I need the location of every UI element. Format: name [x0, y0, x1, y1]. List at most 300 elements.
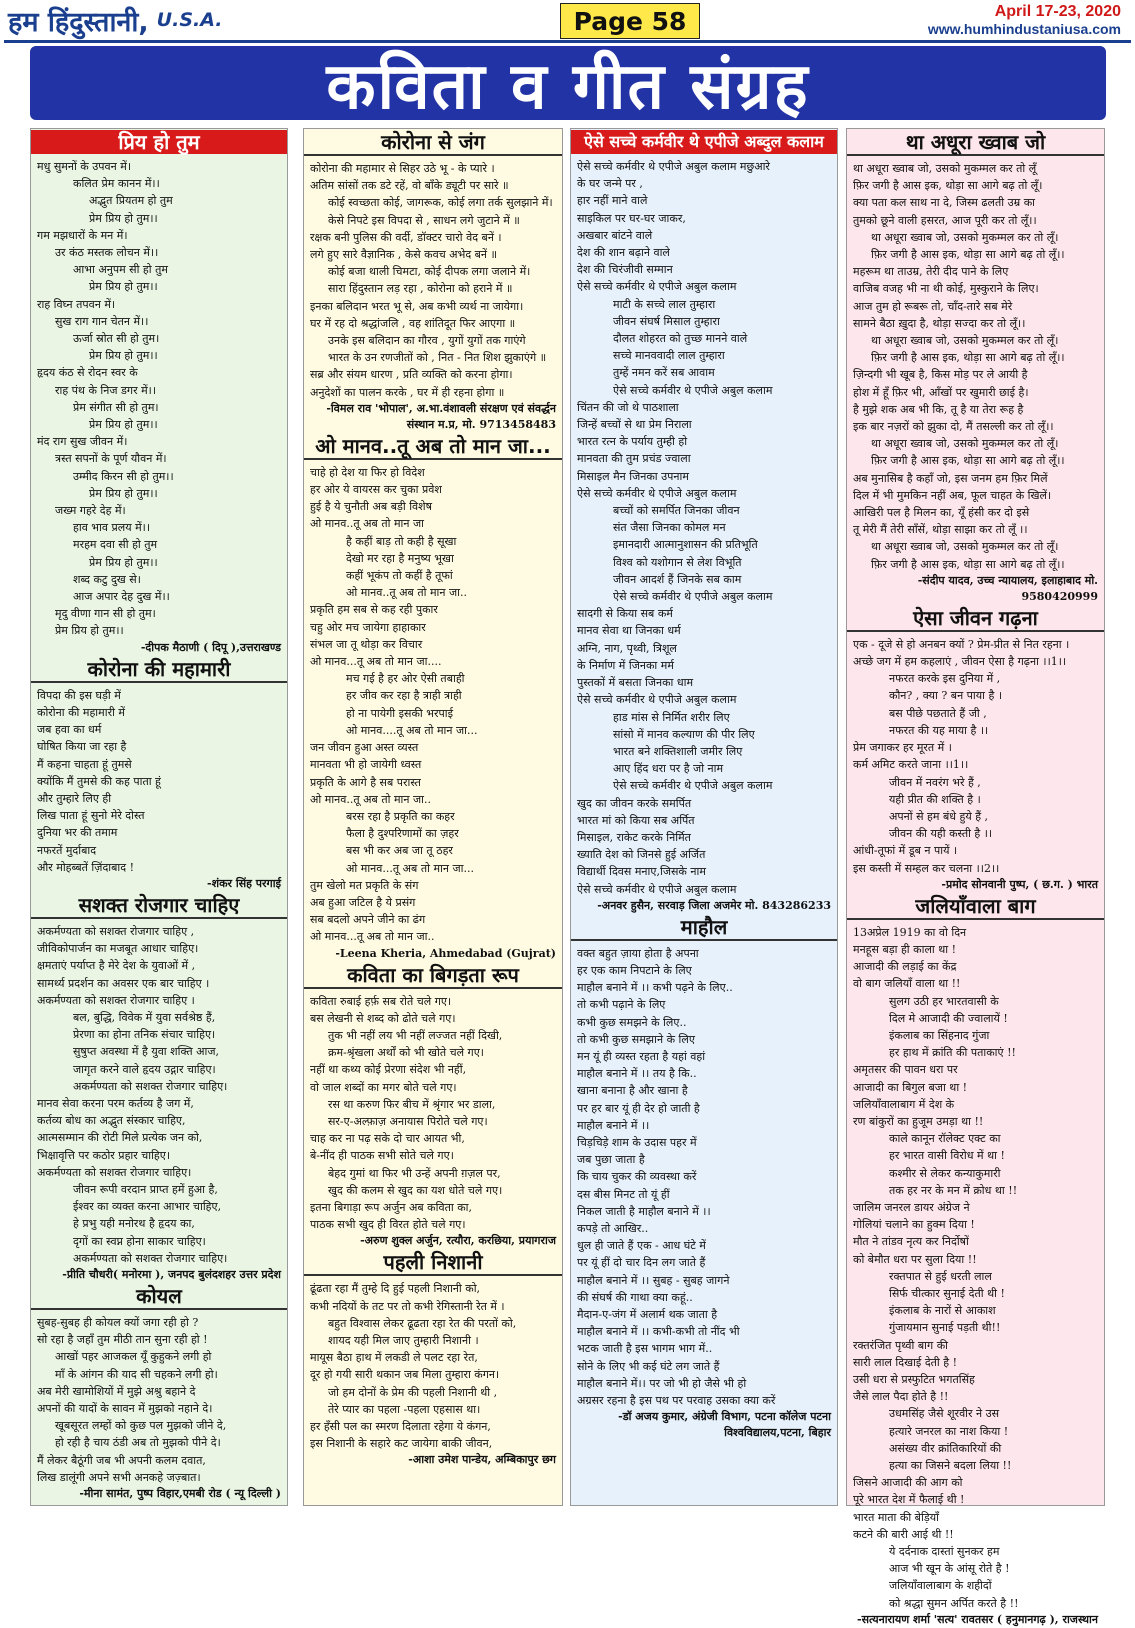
poem-line: निकल जाती है माहौल बनाने में ।। — [577, 1204, 711, 1218]
poem-line: जिसने आजादी की आग को — [853, 1476, 963, 1490]
poem-author: -मीना सामंत, पुष्प विहार,एमबी रोड ( न्यू दिल्ली ) — [79, 1487, 281, 1501]
poem-line: मिसाइल, राकेट करके निर्मित — [577, 830, 691, 844]
poem-line: पुस्तकों में बसता जिनका धाम — [577, 676, 694, 690]
poem-line: इनका बलिदान भरत भू से, अब कभी व्यर्थ ना जायेगा। — [310, 299, 524, 313]
poem-line: विपदा की इस घड़ी में — [37, 688, 121, 702]
page-number: Page 58 — [560, 3, 700, 39]
poem-line: के निर्माण में जिनका मर्म — [577, 658, 674, 672]
poem-line: बस पीछे पछताते हैं जी , — [889, 706, 987, 720]
poem-line: चाहे हो देश या फिर हो विदेश — [310, 465, 425, 479]
masthead-usa: U.S.A. — [156, 9, 223, 31]
poem-line: बल, बुद्धि, विवेक में युवा सर्वश्रेष्ठ हैं, — [73, 1010, 216, 1024]
poem-line: मन यूं ही व्यस्त रहता है यहां वहां — [577, 1049, 706, 1063]
poem-line: उधमसिंह जैसे शूरवीर ने उस — [889, 1407, 1000, 1421]
poem-line: के घर जन्मे पर , — [577, 177, 643, 191]
poem-line: दुनिया भर की तमाम — [37, 826, 118, 840]
poem-line: अपनों से हम बंधे हुये हैं , — [889, 809, 989, 823]
issue-date: April 17-23, 2020 — [994, 3, 1121, 20]
poem-line: पूरे भारत देश में फैलाई थी ! — [853, 1493, 965, 1507]
poem-line: खाना बनाना है और खाना है — [577, 1084, 688, 1098]
poem-line: माहौल बनाने में।। पर जो भी हो जैसे भी हो — [577, 1376, 747, 1390]
poem-line: कौन? , क्या ? बन पाया है । — [889, 689, 1003, 703]
poem-line: लिख डालूंगी अपने सभी अनकहे जज़्बात। — [37, 1470, 201, 1484]
poem-author: -आशा उमेश पान्डेय, अम्बिकापुर छग — [408, 1453, 556, 1467]
poem-title: कोयल — [31, 1284, 287, 1310]
poem-line: हार नहीं माने वाले — [577, 194, 648, 208]
masthead-title: हम हिंदुस्तानी, — [8, 6, 149, 38]
poem-line: खुद का जीवन करके समर्पित — [577, 796, 692, 810]
poem-line: सुख राग गान चेतन में।। — [55, 314, 149, 328]
poem-line: फ़िर जगी है आस इक, थोड़ा सा आगे बढ़ तो लूँ। — [853, 179, 1043, 193]
poem-line: आखिरी पल है मिलन का, यूँ हंसी कर दो इसे — [853, 506, 1030, 520]
poem-line: दिल में भी मुमकिन नहीं अब, फूल चाहत के खिलें। — [853, 488, 1052, 502]
poem-line: अमृतसर की पावन धरा पर — [853, 1063, 958, 1077]
poem-line: सब बदलो अपने जीने का ढंग — [310, 913, 426, 927]
poem-line: मैं कहना चाहता हूं तुमसे — [37, 757, 132, 771]
poem-author: -शंकर सिंह परगाई — [207, 876, 281, 890]
poem-line: घर में रह दो श्रद्धांजलि , वह शांतिदूत फिर आएगा ॥ — [310, 316, 516, 330]
poem-line: था अधूरा ख्वाब जो, उसको मुकम्मल कर तो लूँ — [853, 162, 1037, 175]
poem-line: फ़िर जगी है आस इक, थोड़ा सा आगे बढ़ तो लूँ।। — [871, 248, 1065, 262]
poem-body — [31, 687, 287, 892]
poem-line: हर हाथ में क्रांति की पताकाएं !! — [889, 1046, 1016, 1060]
poem-line: भारत रत्न के पर्याय तुम्ही हो — [577, 435, 688, 449]
poem-line: जीवन रूपी वरदान प्राप्त हमें हुआ है, — [73, 1182, 218, 1196]
poem-line: क्योंकि मैं तुमसे की कह पाता हूं — [37, 774, 161, 788]
poem-line: जीवन में नवरंग भरे हैं , — [889, 775, 981, 789]
website-link[interactable]: www.humhindustaniusa.com — [927, 21, 1121, 37]
poem-line: था अधूरा ख्वाब जो, उसको मुकम्मल कर तो लूँ। — [871, 437, 1059, 451]
poem-line: राह पंथ के निज डगर में।। — [55, 383, 157, 397]
poem-line: ख्याति देश को जिनसे हुई अर्जित — [577, 848, 706, 862]
poem-line: ढूंढता रहा मैं तुम्हे दि हुई पहली निशानी को, — [310, 1282, 481, 1296]
poem-line: अकर्मण्यता को सशक्त रोजगार चाहिए। — [73, 1251, 228, 1265]
poem-line: असंख्य वीर क्रांतिकारियों की — [889, 1441, 1002, 1455]
poem-line: मानवता की तुम प्रचंड ज्वाला — [577, 452, 691, 466]
poem-title: था अधूरा ख्वाब जो — [847, 130, 1104, 156]
poem-line: ओ मानव..तू अब तो मान जा.. — [346, 586, 467, 600]
poem-author: -विमल राव 'भोपाल', अ.भा.वंशावली संरक्षण एवं संवर्द्धन संस्थान म.प्र, मो. 9713458483 — [326, 401, 556, 431]
poem-line: जब हवा का धर्म — [37, 723, 102, 737]
poem-body — [304, 1280, 562, 1468]
poem-line: सुबह-सुबह ही कोयल क्यों जगा रही हो ? — [37, 1315, 199, 1329]
poem-title: ऐसा जीवन गढ़ना — [847, 606, 1104, 632]
column-4 — [846, 128, 1105, 1626]
poem-line: प्रेम संगीत सी हो तुम। — [73, 400, 159, 414]
poem-line: उसी धरा से प्रस्फुटित भगतसिंह — [853, 1373, 975, 1386]
poem-line: सिर्फ चीत्कार सुनाई देती थी ! — [889, 1286, 1005, 1300]
poem-line: ओ मानव...तू अब तो मान जा... — [346, 861, 474, 875]
poem-title: पहली निशानी — [304, 1250, 562, 1276]
poem-line: काले कानून रॉलेक्ट एक्ट का — [889, 1132, 1001, 1146]
poem-line: हुई है ये चुनौती अब बड़ी विशेष — [310, 500, 433, 514]
poem-line: नफरत की यह माया है ।। — [889, 723, 989, 737]
poem-line: सादगी से किया सब कर्म — [577, 607, 673, 621]
poem-line: जो हम दोनों के प्रेम की पहली निशानी थी , — [328, 1385, 498, 1399]
poem-line: जब पुछा जाता है — [577, 1153, 645, 1167]
poem-line: बस लेखनी से शब्द को ढोते चले गए। — [310, 1011, 456, 1025]
poem-line: विद्यार्थी दिवस मनाए,जिसके नाम — [577, 865, 706, 879]
poem-line: 13अप्रेल 1919 का वो दिन — [853, 925, 967, 939]
poem-line: प्रकृति हम सब से कह रही पुकार — [310, 603, 438, 617]
poem-line: अकर्मण्यता को सशक्त रोजगार चाहिए । — [37, 993, 195, 1007]
poem-author: -अरुण शुक्ल अर्जुन, रत्यौरा, करछिया, प्रयागराज — [360, 1234, 556, 1248]
poem-line: भारत के उन रणजीतों को , नित - नित शिश झुकाएंगे ॥ — [328, 351, 547, 365]
poem-line: इमानदारी आत्मानुशासन की प्रतिभूति — [613, 538, 758, 552]
poem-line: माटी के सच्चे लाल तुम्हारा — [613, 297, 716, 311]
poem-line: फ़िर जगी है आस इक, थोड़ा सा आगे बढ़ तो लूँ।। — [871, 557, 1065, 571]
poem-line: फ़िर जगी है आस इक, थोड़ा सा आगे बढ़ तो लूँ।। — [871, 351, 1065, 365]
poem-line: था अधूरा ख्वाब जो, उसको मुकम्मल कर तो लूँ। — [871, 540, 1059, 554]
poem-line: राह विघ्न तपवन में। — [37, 297, 116, 311]
poem-line: भारत मां को किया सब अर्पित — [577, 813, 695, 827]
poem-line: मानव सेवा करना परम कर्तव्य है जग में, — [37, 1096, 194, 1110]
poem-line: कभी नदियों के तट पर तो कभी रेगिस्तानी रेत में । — [310, 1299, 505, 1313]
poem-title: कविता का बिगड़ता रूप — [304, 963, 562, 989]
poem-line: अपनों की यादों के सावन में मुझको नहाने दे। — [37, 1402, 213, 1415]
poem-line: चहु ओर मच जायेगा हाहाकार — [310, 620, 426, 634]
poem-line: ऐसे सच्चे कर्मवीर थे एपीजे अबुल कलाम — [577, 280, 737, 294]
poem-line: आभा अनुपम सी हो तुम — [73, 263, 168, 277]
poem-body — [847, 160, 1104, 605]
poem-line: संभल जा तू थोड़ा कर विचार — [310, 637, 423, 651]
poem-line: भिक्षावृत्ति पर कठोर प्रहार चाहिए। — [37, 1148, 171, 1162]
poem-line: तक हर नर के मन में क्रोध था !! — [889, 1183, 1018, 1197]
poem-line: है कहीं बाड़ तो कही है सूखा — [346, 534, 457, 548]
poem-line: मैदान-ए-जंग में अलार्म थक जाता है — [577, 1308, 718, 1321]
poem-line: ऐसे सच्चे कर्मवीर थे एपीजे अबुल कलाम — [577, 693, 737, 707]
poem-title: ऐसे सच्चे कर्मवीर थे एपीजे अब्दुल कलाम — [571, 130, 837, 154]
poem-body — [304, 160, 562, 433]
poem-line: की संघर्ष की गाथा क्या कहूं.. — [577, 1290, 693, 1304]
poem-line: महरूम था ताउम्र, तेरी दीद पाने के लिए — [853, 265, 1009, 279]
poem-line: हृदय कंठ से रोदन स्वर के — [37, 366, 138, 380]
poem-line: को श्रद्धा सुमन अर्पित करते है !! — [889, 1596, 1019, 1610]
poem-line: ओ मानव...तू अब तो मान जा.. — [310, 930, 435, 944]
poem-line: अग्रसर रहना है इस पथ पर परवाह उसका क्या करें — [577, 1394, 776, 1408]
masthead — [8, 2, 223, 38]
poem-line: प्रेम प्रिय हो तुम।। — [89, 486, 158, 500]
column-2 — [303, 128, 563, 1506]
poem-line: ओ मानव....तू अब तो मान जा... — [346, 723, 478, 737]
poem-line: को बेमौत धरा पर सुला दिया !! — [853, 1252, 977, 1266]
poem-line: सारा हिंदुस्तान लड़ रहा , कोरोना को हराने में ॥ — [328, 282, 513, 296]
poem-line: प्रेम प्रिय हो तुम।। — [89, 349, 158, 363]
poem-line: ऐसे सच्चे कर्मवीर थे एपीजे अबुल कलाम मछुआरे — [577, 160, 770, 173]
poem-line: सो रहा है जहाँ तुम मीठी तान सुना रही हो ! — [37, 1333, 208, 1347]
poem-line: देखो मर रहा है मनुष्य भूखा — [346, 551, 454, 565]
poem-title: माहौल — [571, 915, 837, 941]
poem-line: तुक भी नहीं लय भी नहीं लज्जत नहीं दिखी, — [328, 1028, 503, 1042]
poem-line: पाठक सभी खुद ही विरत होते चले गए। — [310, 1218, 466, 1232]
poem-line: सामर्थ्य प्रदर्शन का अवसर एक बार चाहिए । — [37, 976, 210, 990]
poem-line: हर भारत वासी विरोध में था ! — [889, 1149, 1005, 1163]
poem-line: उम्मीद किरन सी हो तुम।। — [73, 469, 174, 483]
poem-body — [847, 636, 1104, 893]
poem-line: प्रेम प्रिय हो तुम।। — [89, 555, 158, 569]
poem-line: ऐसे सच्चे कर्मवीर थे एपीजे अबुल कलाम — [577, 882, 737, 896]
poem-line: कर्तव्य बोध का अद्भुत संस्कार चाहिए, — [37, 1114, 186, 1128]
poem-line: आजादी का बिगुल बजा था ! — [853, 1080, 968, 1094]
poem-line: रण बांकुरों का हुजूम उमड़ा था !! — [853, 1114, 984, 1128]
poem-body — [31, 158, 287, 656]
poem-line: अकर्मण्यता को सशक्त रोजगार चाहिए। — [37, 1165, 192, 1179]
poem-body — [304, 464, 562, 962]
poem-line: गुंजायमान सुनाई पड़ती थी!! — [889, 1321, 1001, 1335]
poem-line: सामने बैठा ख़ुदा है, थोड़ा सज्दा कर तो लूँ।। — [853, 316, 1026, 330]
poem-line: जलियाँवालाबाग के शहीदों — [889, 1579, 992, 1593]
poem-line: प्रेम प्रिय हो तुम।। — [89, 280, 158, 294]
poem-line: एक - दूजे से हो अनबन क्यों ? प्रेम-प्रीत से नित रहना । — [853, 637, 1070, 651]
poem-line: इक बार नज़रों को झुका दो, मैं तसल्ली कर तो लूँ।। — [853, 420, 1054, 434]
poem-line: गम मझधारों के मन में। — [37, 228, 128, 242]
poem-body — [31, 923, 287, 1283]
poem-line: अकर्मण्यता को सशक्त रोजगार चाहिए। — [73, 1079, 228, 1093]
poem-line: मिसाइल मैन जिनका उपनाम — [577, 469, 689, 483]
poem-title: ओ मानव..तू अब तो मान जा... — [304, 434, 562, 460]
poem-body — [304, 993, 562, 1250]
poem-author: -दीपक मैठाणी ( दिपू ),उत्तराखण्ड — [140, 640, 281, 654]
poem-line: हत्यारे जनरल का नाश किया ! — [889, 1424, 1009, 1438]
poem-line: भारत बने शक्तिशाली जमीर लिए — [613, 744, 743, 758]
poem-line: अतिम सांसों तक डटे रहें, वो बाँके ड्यूटी पर सारे ॥ — [310, 179, 509, 193]
poem-line: जिन्हें बच्चों से था प्रेम निराला — [577, 418, 692, 432]
poem-line: अद्भुत प्रियतम हो तुम — [89, 194, 173, 208]
poem-line: अनुदेशों का पालन करके , घर में ही रहना होगा ॥ — [310, 385, 505, 399]
poem-line: देश की शान बढ़ाने वाले — [577, 246, 670, 260]
poem-line: ऐसे सच्चे कर्मवीर थे एपीजे अबुल कलाम — [613, 383, 773, 397]
poem-line: आखों पहर आजकल यूँ कुहुकने लगी हो — [55, 1350, 212, 1364]
poem-line: चिड़चिड़े शाम के उदास पहर में — [577, 1135, 697, 1149]
poem-line: वाजिब वजह भी ना थी कोई, मुस्कुराने के लिए। — [853, 282, 1039, 296]
poem-line: इतना बिगाड़ा रूप अर्जुन अब कविता का, — [310, 1200, 472, 1214]
poem-line: कर्म अमिट करते जाना ।।1।। — [853, 758, 969, 772]
poem-line: हर एक काम निपटाने के लिए — [577, 963, 692, 977]
poem-line: माहौल बनाने में ।। कभी पढ़ने के लिए.. — [577, 981, 733, 995]
poem-line: मंद राग सुख जीवन में। — [37, 435, 128, 449]
poem-line: बे-नींद ही पाठक सभी सोते चले गए। — [310, 1149, 454, 1163]
poem-line: तू मेरी मैं तेरी साँसें, थोड़ा साझा कर तो लूँ ।। — [853, 523, 1028, 537]
poem-line: लिख पाता हूं सुनो मेरे दोस्त — [37, 809, 145, 823]
poem-line: शायद यही मिल जाए तुम्हारी निशानी । — [328, 1333, 479, 1347]
poem-line: बच्चों को समर्पित जिनका जीवन — [613, 504, 740, 518]
poem-line: क्षमताएं पर्याप्त है मेरे देश के युवाओं में , — [37, 959, 196, 973]
poem-line: तो कभी पढ़ाने के लिए — [577, 998, 666, 1012]
poem-line: और मोहब्बतें ज़िंदाबाद ! — [37, 860, 135, 874]
poem-line: रक्षक बनी पुलिस की वर्दी, डॉक्टर चारो वेद बनें । — [310, 230, 502, 244]
poem-line: तो कभी कुछ समझाने के लिए — [577, 1032, 695, 1046]
poem-line: आज भी खून के आंसू रोते है ! — [889, 1562, 1010, 1576]
issue-info — [928, 3, 1121, 37]
poem-author: -प्रीति चौधरी( मनोरमा ), जनपद बुलंदशहर उत्तर प्रदेश — [62, 1267, 281, 1281]
poem-line: संत जैसा जिनका कोमल मन — [613, 521, 726, 535]
poem-line: रक्तरंजित पृथ्वी बाग की — [853, 1338, 949, 1352]
poem-author: -Leena Kheria, Ahmedabad (Gujrat) — [335, 946, 556, 960]
column-3 — [570, 128, 838, 1506]
poem-line: हर हँसी पल का स्मरण दिलाता रहेगा ये कंगन, — [310, 1420, 491, 1433]
poem-line: उनके इस बलिदान का गौरव , युगों युगों तक गाएंगे — [328, 334, 526, 348]
poem-line: केसे निपटे इस विपदा से , साधन लगे जुटाने में ॥ — [328, 213, 520, 227]
poem-line: कपड़े तो आखिर.. — [577, 1221, 649, 1235]
poem-line: सब्र और संयम धारण , प्रति व्यक्ति को करना होगा। — [310, 368, 513, 382]
poem-line: अखबार बांटने वाले — [577, 228, 653, 242]
poem-line: तुम्हें नमन करें सब आवाम — [613, 366, 715, 380]
poem-line: जैसे लाल पैदा होते है !! — [853, 1390, 949, 1404]
poem-line: वक्त बहुत ज़ाया होता है अपना — [577, 946, 699, 960]
poem-line: आजादी की लड़ाई का केंद्र — [853, 960, 957, 974]
poem-line: ये दर्दनाक दास्तां सुनकर हम — [889, 1545, 1000, 1559]
poem-line: आत्मसम्मान की रोटी मिले प्रत्येक जन को, — [37, 1131, 203, 1145]
poem-line: प्रेम प्रिय हो तुम।। — [89, 418, 158, 432]
poem-line: ऊर्जा स्रोत सी हो तुम। — [73, 332, 160, 346]
poem-line: सुलग उठी हर भारतवासी के — [889, 994, 999, 1008]
poem-line: शब्द कटु दुख से। — [73, 572, 141, 586]
poem-line: देश की चिरंजीवी सम्मान — [577, 263, 673, 277]
poem-line: कहीं भूकंप तो कहीं है तूफां — [346, 569, 453, 583]
poem-line: प्रेम प्रिय हो तुम।। — [55, 624, 124, 638]
poem-line: सर-ए-अल्फ़ाज़ अनायास पिरोते चले गए। — [328, 1114, 488, 1128]
poem-line: प्रेम जगाकर हर मूरत में । — [853, 741, 952, 755]
poem-line: सुषुप्त अवस्था में है युवा शक्ति आज, — [73, 1045, 220, 1059]
poem-line: मनहूस बड़ा ही काला था ! — [853, 942, 957, 956]
poem-line: और तुम्हारे लिए ही — [37, 791, 112, 805]
poem-line: लगे हुए सारे वैज्ञानिक , केसे कवच अभेद बनें ॥ — [310, 248, 498, 262]
poem-line: साइकिल पर घर-घर जाकर, — [577, 211, 686, 225]
poem-line: बहुत विश्वास लेकर ढूढता रहा रेत की परतों को, — [328, 1316, 517, 1330]
poem-line: तुम खेलो मत प्रकृति के संग — [310, 878, 419, 892]
poem-line: ऐसे सच्चे कर्मवीर थे एपीजे अबुल कलाम — [577, 486, 737, 500]
poem-line: मैं लेकर बैठूंगी जब भी अपनी कलम दवात, — [37, 1453, 206, 1467]
poem-line: अब मेरी खामोशियों में मुझे अश्रु बहाने दे — [37, 1384, 196, 1398]
poem-line: अच्छे जग में हम कहलाएं , जीवन ऐसा है गढ़ना ।।1।। — [853, 655, 1067, 669]
poem-line: वो जाल शब्दों का मगर बोते चले गए। — [310, 1080, 457, 1094]
poem-line: इंकलाब के नारों से आकाश — [889, 1304, 996, 1318]
poem-line: ज़िन्दगी भी खूब है, किस मोड़ पर ले आयी है — [853, 368, 1028, 382]
poem-line: फैला है दुश्परिणामों का ज़हर — [346, 827, 459, 841]
poem-line: क्या पता कल साथ ना दे, जिस्म ढलती उम्र का — [853, 196, 1036, 210]
poem-line: कोरोना की महामारी में — [37, 705, 126, 719]
poem-author: -प्रमोद सोनवानी पुष्प, ( छ.ग. ) भारत — [941, 877, 1098, 891]
poem-title: सशक्त रोजगार चाहिए — [31, 893, 287, 919]
poem-line: पर हर बार यूं ही देर हो जाती है — [577, 1101, 700, 1115]
poem-line: मधु सुमनों के उपवन में। — [37, 160, 131, 173]
poem-line: माहौल बनाने में ।। तय है कि.. — [577, 1067, 697, 1081]
poem-line: कोई स्वच्छता कोई, जागरूक, कोई लगा तर्क सुलझाने में। — [328, 196, 553, 210]
poem-line: इंकलाब का सिंहनाद गुंजा — [889, 1028, 990, 1042]
poem-line: जन जीवन हुआ अस्त व्यस्त — [310, 741, 419, 755]
poem-line: अकर्मण्यता को सशक्त रोजगार चाहिए , — [37, 924, 195, 938]
poem-line: त्रस्त सपनों के पूर्ण यौवन में। — [55, 452, 167, 466]
poem-line: सांसो में मानव कल्याण की पीर लिए — [613, 727, 755, 741]
poem-line: फ़िर जगी है आस इक, थोड़ा सा आगे बढ़ तो लूँ।। — [871, 454, 1065, 468]
poem-line: मानवता भी हो जायेगी ध्वस्त — [310, 758, 422, 772]
poem-line: आज अपार देह दुख में।। — [73, 590, 170, 604]
poem-line: मरहम दवा सी हो तुम — [73, 538, 158, 552]
poem-line: मृदु वीणा गान सी हो तुम। — [55, 607, 156, 621]
poem-line: जख्म गहरे देह में। — [55, 504, 126, 518]
poem-line: सोने के लिए भी कई घंटे लग जाते हैं — [577, 1359, 720, 1373]
poem-line: नहीं था कथ्य कोई प्रेरणा संदेश भी नहीं, — [310, 1063, 467, 1077]
poem-line: रक्तपात से हुई धरती लाल — [889, 1269, 992, 1283]
poem-line: हाड मांस से निर्मित शरीर लिए — [613, 710, 730, 724]
poem-line: मानव सेवा था जिनका धर्म — [577, 624, 681, 638]
poem-line: आंधी-तूफां में डूब न पायें । — [853, 844, 958, 858]
poem-line: बेहद गुमां था फिर भी उन्हें अपनी ग़ज़ल पर, — [328, 1166, 501, 1180]
poem-line: हो ना पायेगी इसकी भरपाई — [346, 706, 454, 720]
poem-line: गोलियां चलाने का हुक्म दिया ! — [853, 1218, 975, 1232]
poem-title: कोरोना से जंग — [304, 130, 562, 156]
poem-line: आए हिंद धरा पर है जो नाम — [613, 762, 724, 776]
poem-line: हत्या का जिसने बदला लिया !! — [889, 1459, 1012, 1473]
poem-line: बस भी कर अब जा तू ठहर — [346, 844, 453, 858]
poem-line: ऐसे सच्चे कर्मवीर थे एपीजे अबुल कलाम — [613, 779, 773, 793]
poem-line: हर जीव कर रहा है त्राही त्राही — [346, 689, 462, 703]
poem-line: मच गई है हर ओर ऐसी तबाही — [346, 672, 465, 686]
poem-line: बरस रहा है प्रकृति का कहर — [346, 809, 455, 823]
poem-line: वो बाग जलियाँ वाला था !! — [853, 977, 961, 991]
poem-line: कोरोना की महामार से सिहर उठे भू - के प्यारे । — [310, 162, 495, 175]
poem-line: कोई बजा थाली चिमटा, कोई दीपक लगा जलाने में। — [328, 265, 531, 279]
poem-line: कटने की बारी आई थी !! — [853, 1527, 954, 1541]
poem-line: माँ के आंगन की याद सी चहकने लगी हो। — [55, 1367, 218, 1381]
poem-line: हे प्रभु यही मनोरथ है हृदय का, — [73, 1217, 195, 1231]
poem-line: दृगों का स्वप्न होना साकार चाहिए। — [73, 1234, 206, 1248]
poem-line: इस निशानी के सहारे कट जायेगा बाकी जीवन, — [310, 1437, 493, 1451]
poem-line: दिल मे आजादी की ज्वालायें ! — [889, 1011, 1008, 1025]
poem-line: यही प्रीत की शक्ति है । — [889, 792, 981, 806]
poem-line: तेरे प्यार का पहला -पहला एहसास था। — [328, 1402, 481, 1416]
poem-line: जीविकोपार्जन का मजबूत आधार चाहिए। — [37, 942, 199, 956]
poem-line: था अधूरा ख्वाब जो, उसको मुकम्मल कर तो लूँ। — [871, 230, 1059, 244]
poem-line: जलियाँवालाबाग में देश के — [853, 1097, 955, 1111]
poem-body — [571, 945, 837, 1441]
poem-line: माहौल बनाने में ।। कभी-कभी तो नींद भी — [577, 1325, 740, 1339]
poem-title: कोरोना की महामारी — [31, 657, 287, 683]
poem-line: हाव भाव प्रलय में।। — [73, 521, 151, 535]
poem-line: दूर हो गयी सारी थकान जब मिला तुम्हारा कंगन। — [310, 1368, 500, 1382]
poem-line: अब हुआ जटिल है ये प्रसंग — [310, 895, 416, 909]
poem-line: हर ओर ये वायरस कर चुका प्रवेश — [310, 483, 442, 497]
poem-line: धुल ही जाते हैं एक - आध घंटे में — [577, 1239, 706, 1253]
poem-line: भटक जाती है इस भागम भाग में.. — [577, 1342, 713, 1356]
poem-line: विश्व को यशोगान से लेश विभूति — [613, 555, 742, 569]
poem-line: होश में हूँ फ़िर भी, आँखों पर खुमारी छाई है। — [853, 385, 1029, 399]
poem-line: ऐसे सच्चे कर्मवीर थे एपीजे अबुल कलाम — [613, 590, 773, 604]
poem-line: खुद की कलम से खुद का यश धोते चले गए। — [328, 1183, 503, 1197]
poem-line: कभी कुछ समझने के लिए.. — [577, 1015, 687, 1029]
poem-line: जालिम जनरल डायर अंग्रेज ने — [853, 1200, 970, 1214]
poem-line: दस बीस मिनट तो यूं हीं — [577, 1187, 670, 1201]
poem-line: नफरतें मुर्दाबाद — [37, 843, 97, 857]
poem-line: घोषित किया जा रहा है — [37, 740, 127, 754]
poem-line: चिंतन की जो थे पाठशाला — [577, 400, 679, 414]
poem-line: नफरत करके इस दुनिया में , — [889, 672, 1001, 686]
poem-line: मौत ने तांडव नृत्य कर निर्दोषों — [853, 1235, 969, 1249]
poem-body — [847, 924, 1104, 1628]
poem-line: तुमको छूने वाली हसरत, आज पूरी कर तो लूँ।। — [853, 213, 1037, 227]
poem-line: ओ मानव...तू अब तो मान जा.... — [310, 655, 442, 669]
poem-line: अब मुनासिब है कहाँ जो, इस जनम हम फ़िर मिलें — [853, 471, 1048, 485]
poem-line: जागृत करने वाले हृदय उद्गार चाहिए। — [73, 1062, 216, 1076]
section-title: कविता व गीत संग्रह — [326, 49, 810, 124]
poem-line: क्रम-श्रृंखला अर्थों को भी खोते चले गए। — [328, 1046, 484, 1060]
column-1 — [30, 128, 288, 1506]
poem-line: ओ मानव..तू अब तो मान जा.. — [310, 792, 431, 806]
poem-line: माहौल बनाने में ।। — [577, 1118, 650, 1132]
poem-line: कविता रुबाई हर्फ़ सब रोते चले गए। — [310, 994, 452, 1008]
poem-line: आज तुम हो रूबरू तो, चाँद-तारे सब मेरे — [853, 299, 1013, 313]
poem-author: -अनवर हुसैन, सरवाड़ जिला अजमेर मो. 843286233 — [597, 898, 831, 912]
